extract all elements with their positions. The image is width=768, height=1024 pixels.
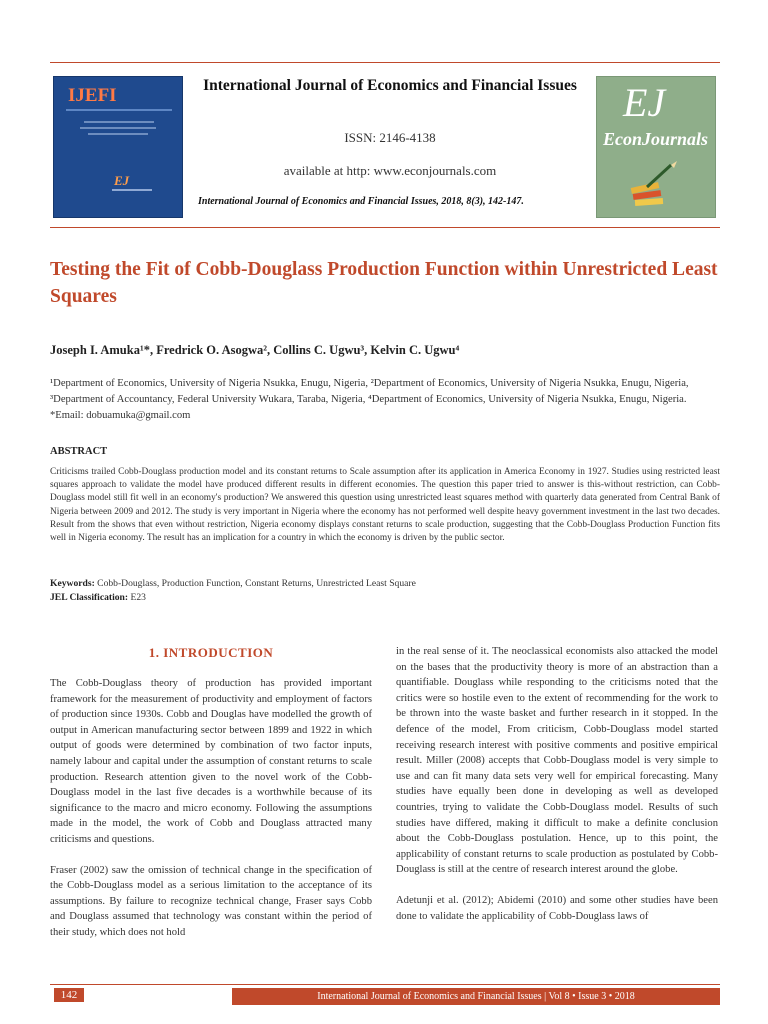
books-pencil-icon [625,161,685,211]
article-authors: Joseph I. Amuka¹*, Fredrick O. Asogwa², Collins C. Ugwu³, Kelvin C. Ugwu⁴ [50,343,460,357]
cover-publisher-mark: EJ [114,173,130,188]
journal-issn: ISSN: 2146-4138 [344,130,436,145]
paragraph: The Cobb-Douglass theory of production has provided important framework for the measurement of productivity and employment of factors of production since 1930s. Cobb and Douglas have modelled the growth of output in American manufacturing sector between 1899 and 1922 in which output of goods were determined by combination of two factor inputs, namely labour and capital under the assumption of constant returns to scale production. Research attention given to the novel work of the Cobb-Douglass model in the last five decades is a worthwhile because of its significance to the macro and micro economy. Following the assumptions made in the model, the work of Cobb and Douglass attracted many criticisms and questions. [50,678,372,845]
journal-cover-image [53,76,183,218]
author-affiliations: ¹Department of Economics, University of Nigeria Nsukka, Enugu, Nigeria, ²Department of Economics, University of Nigeria Nsukka, Enugu, Nigeria, ³Department of Accountancy, Federal University Wukara, Taraba, Nigeria, ⁴Department of Economics, University of Nigeria Nsukka, Enugu, Nigeria. *Email: dobuamuka@gmail.com [50,378,689,421]
abstract-text: Criticisms trailed Cobb-Douglass production model and its constant returns to Scale assumption after its application in America Economy in 1927. Studies using restricted least squares approach to validate the model have produced different results in different economies. The question this paper tried to answer is this-without restriction, can Cobb-Douglass model still fit well in an economy's production? We answered this question using unrestricted least squares method with quarterly data generated from Central Bank of Nigeria between 2009 and 2012. The study is very important in Nigeria where the economy has not performed well despite heavy government investment in the last two decades. Result from the shows that even without restriction, Nigeria economy displays constant returns to scale production, suggesting that the Cobb-Douglass Production Function fits well in Nigeria economy. The result has an implication for a country in which the economy is driven by the public sector. [50,467,720,544]
page-number: 142 [54,988,84,1002]
body-column-right [396,644,718,939]
header-rule [50,227,720,228]
econjournals-logo [596,76,716,218]
logo-initials: EJ [623,80,666,125]
top-rule [50,62,720,63]
section-heading-introduction: 1. INTRODUCTION [148,645,274,660]
paragraph: in the real sense of it. The neoclassical economists also attacked the model on the bases that the productivity theory is more of an abstraction than a quantifiable. Douglass while responding to the criticisms noted that the critics were so hostile even to the extent of recommending for the work to be thrown into the waste basket and further research in it stopped. In the defence of the model, From criticism, Cobb-Douglass model started receiving research interest with positive comments and positive empirical result. Miller (2008) accepts that Cobb-Douglass model is very simple to use and can fit many data sets very well for empirical forecasting. Many studies have equally been done in developing as well as developed countries, trying to validate the Cobb-Douglass model. Results of such studies have differed, making it difficult to make a definite conclusion about the Cobb-Douglass postulation. Hence, up to this point, the applicability of constant returns to scale production as postulated by Cobb-Douglass is still at the centre of research interest around the globe. [396,646,718,876]
cover-title: IJEFI [68,85,117,106]
article-citation: International Journal of Economics and Financial Issues, 2018, 8(3), 142-147. [198,196,524,207]
jel-value: E23 [128,591,146,603]
paragraph: Adetunji et al. (2012); Abidemi (2010) and some other studies have been done to validate the applicability of Cobb-Douglass laws of [396,894,718,922]
journal-title: International Journal of Economics and Financial Issues [203,77,577,94]
keywords-label: Keywords: [50,578,95,589]
body-column-left [50,676,372,956]
jel-label: JEL Classification: [50,591,129,603]
article-title: Testing the Fit of Cobb-Douglass Production Function within Unrestricted Least Squares [50,259,718,307]
page-footer [50,984,720,1005]
paragraph: Fraser (2002) saw the omission of technical change in the specification of the Cobb-Douglass model as a serious limitation to the acceptance of its assumptions. By failure to recognize technical change, Fraser says Cobb and Douglass assumed that technology was constant within the period of their study, which does not hold [50,864,372,938]
footer-journal-line: International Journal of Economics and Financial Issues | Vol 8 • Issue 3 • 2018 [232,988,720,1005]
keywords-block [50,577,720,604]
journal-availability: available at http: www.econjournals.com [283,163,497,178]
keywords-value: Cobb-Douglass, Production Function, Constant Returns, Unrestricted Least Square [94,578,416,589]
logo-name: EconJournals [603,129,709,149]
abstract-heading: ABSTRACT [50,446,108,457]
